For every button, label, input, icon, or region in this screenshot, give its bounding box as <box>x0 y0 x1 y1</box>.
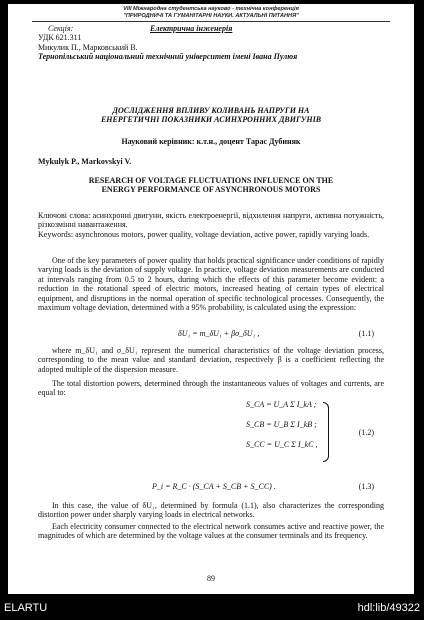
supervisor: Науковий керівник: к.т.н., доцент Тарас Дубиняк <box>121 137 301 146</box>
article-meta <box>38 24 384 62</box>
title-ua <box>38 106 384 125</box>
equation-1-2 <box>246 400 318 460</box>
equation-1-2-row-2: S_CB = U_B Σ I_kB ; <box>246 420 317 429</box>
footer-repository-name: ELARTU <box>4 602 48 614</box>
footer-handle: hdl:lib/49322 <box>357 602 420 614</box>
paragraph-4: In this case, the value of δU₁, determined by formula (1.1), also characterizes the corresponding distortion power under sharply varying loads in electrical networks. <box>38 501 384 520</box>
section-label: Секція: <box>48 24 74 33</box>
paragraph-1: One of the key parameters of power quality that holds practical significance under conditions of rapidly varying loads is the deviation of supply voltage. In practice, voltage deviation measurements are conducted at intervals ranging from 0.5 to 2 hours, during which the effects of this parameter become evident: a reduction in the rotational speed of electric motors, increased heating of certain types of electrical equipment, and disruptions in the normal operation of specific technological processes. Consequently, the maximum voltage deviation, determined with a 95% probability, is calculated using the expression: <box>38 256 384 313</box>
title-en <box>38 176 384 195</box>
university: Тернопільський національний технічний університет імені Івана Пулюя <box>38 52 298 62</box>
authors-ua: Микулик П., Марковський В. <box>38 42 138 52</box>
conference-header <box>8 6 414 19</box>
header-rule <box>32 21 390 22</box>
section-value: Електрична інженерія <box>150 24 233 33</box>
equation-1-2-number: (1.2) <box>358 428 374 437</box>
conference-header-line-1: VIII Міжнародна студентська науково - технічна конференція <box>123 6 299 12</box>
title-en-line-1: RESEARCH OF VOLTAGE FLUCTUATIONS INFLUENCE ON THE <box>88 176 334 185</box>
equation-1-3-number: (1.3) <box>358 482 374 491</box>
authors-en: Mykulyk P., Markovskyi V. <box>38 157 132 166</box>
section-line <box>38 24 384 33</box>
title-ua-line-1: ДОСЛІДЖЕННЯ ВПЛИВУ КОЛИВАНЬ НАПРУГИ НА <box>112 106 310 115</box>
conference-header-line-2: "ПРИРОДНИЧІ ТА ГУМАНІТАРНІ НАУКИ. АКТУАЛЬНІ ПИТАННЯ" <box>123 12 299 19</box>
repository-footer <box>0 598 424 620</box>
keywords-ua: Ключові слова: асинхронні двигуни, якість електроенергії, відхилення напруги, активна потужність, різкозмінні навантаження. <box>38 211 384 230</box>
keywords-en: Keywords: asynchronous motors, power quality, voltage deviation, active power, rapidly varying loads. <box>38 230 370 239</box>
paragraph-3: The total distortion powers, determined through the instantaneous values of voltages and currents, are equal to: <box>38 379 384 398</box>
paragraph-5: Each electricity consumer connected to the electrical network consumes active and reactive power, the magnitudes of which are determined by the voltage values at the consumer terminals and its frequency. <box>38 522 384 541</box>
equation-1-1: δU₁ = m_δU₁ + βσ_δU₁ , <box>178 329 260 338</box>
title-ua-line-2: ЕНЕРГЕТИЧНІ ПОКАЗНИКИ АСИНХРОННИХ ДВИГУНІВ <box>100 115 322 125</box>
document-page <box>8 4 414 594</box>
equation-1-2-row-1: S_CA = U_A Σ I_kA ; <box>246 400 317 409</box>
equation-1-2-row-3: S_CC = U_C Σ I_kC , <box>246 440 318 449</box>
paragraph-2: where m_δU₁ and σ_δU₁ represent the numerical characteristics of the voltage deviation process, corresponding to the mean value and standard deviation, respectively β is a coefficient reflecting the adopted multiple of the dispersion measure. <box>38 346 384 374</box>
equation-1-3: P_i = R_C · (S_CA + S_CB + S_CC) . <box>152 482 276 491</box>
udc-code: УДК 621.311 <box>38 33 82 43</box>
title-en-line-2: ENERGY PERFORMANCE OF ASYNCHRONOUS MOTORS <box>101 185 321 195</box>
page-number: 89 <box>207 574 215 583</box>
equation-1-2-brace <box>323 402 329 462</box>
equation-1-1-number: (1.1) <box>358 329 374 338</box>
